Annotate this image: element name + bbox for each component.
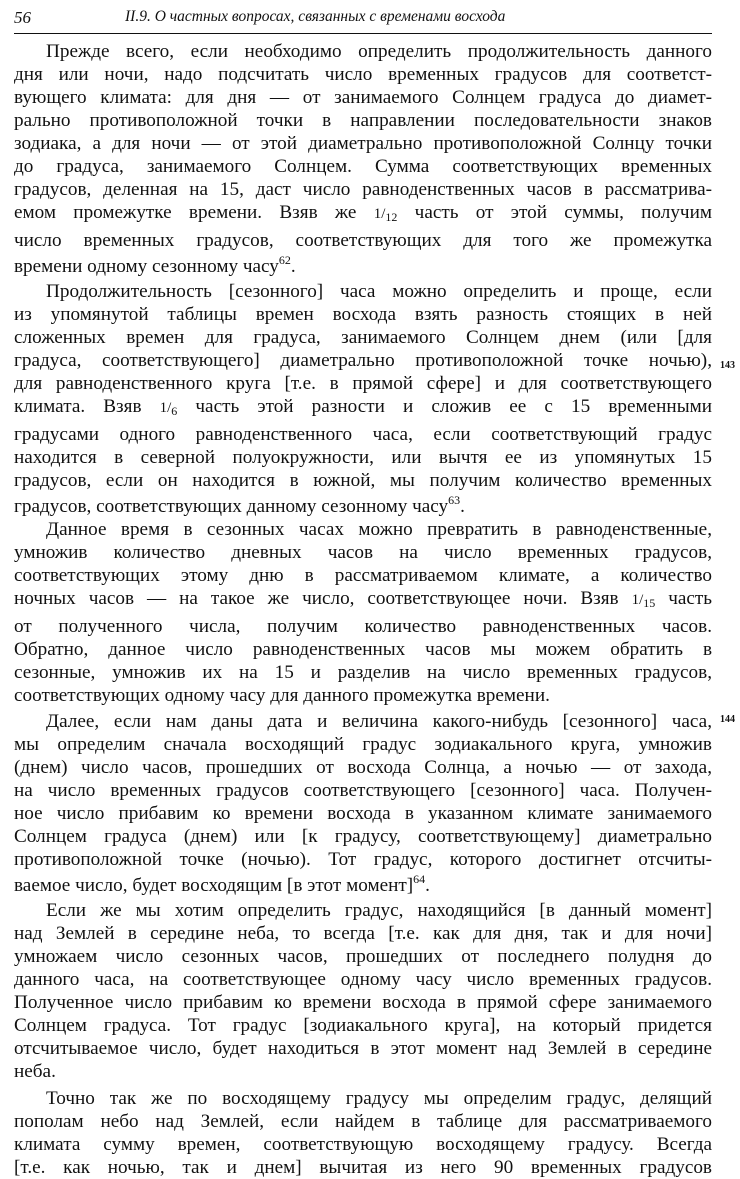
text-line: на число временных градусов соответствующего [сезонного] часа. Получен- bbox=[14, 780, 712, 801]
text-line bbox=[14, 255, 712, 278]
text-line: умножив количество дневных часов на число временных градусов, bbox=[14, 542, 712, 563]
paragraph-2 bbox=[14, 280, 712, 518]
text-line: Если же мы хотим определить градус, находящийся [в данный момент] bbox=[46, 900, 712, 921]
text-line-with-fraction bbox=[14, 587, 712, 615]
paragraph-3 bbox=[14, 518, 712, 707]
text-line: вующего климата: для дня — от занимаемого Солнцем градуса до диамет- bbox=[14, 87, 712, 108]
paragraph-5 bbox=[14, 899, 712, 1083]
fraction: $1/_{12}$ bbox=[373, 206, 398, 224]
text-line: Точно так же по восходящему градусу мы определим градус, делящий bbox=[46, 1088, 712, 1109]
text-line: мы определим сначала восходящий градус зодиакального круга, умножив bbox=[14, 734, 712, 755]
text-segment: градусов, соответствующих данному сезонному часу bbox=[14, 496, 449, 517]
text-line: градуса, соответствующего] диаметрально противоположной точке ночью), bbox=[14, 350, 712, 371]
text-line: Солнцем градуса. Тот градус [зодиакального круга], на который придется bbox=[14, 1015, 712, 1036]
text-line: соответствующих одному часу для данного промежутка времени. bbox=[14, 685, 550, 706]
fraction-numerator: 1 bbox=[631, 592, 640, 608]
text-line: градусов, если он находится в южной, мы получим количество временных bbox=[14, 470, 712, 491]
section-title: II.9. О частных вопросах, связанных с временами восхода bbox=[125, 8, 506, 25]
footnote-ref[interactable]: 63 bbox=[448, 493, 461, 507]
text-segment: часть bbox=[668, 588, 713, 609]
text-line: из упомянутой таблицы времен восхода взять разность стоящих в ней bbox=[14, 304, 712, 325]
text-line-with-fraction bbox=[14, 395, 712, 423]
text-line: ное число прибавим ко времени восхода в указанном климате занимаемого bbox=[14, 803, 712, 824]
text-line: неба. bbox=[14, 1061, 56, 1082]
text-line: дня или ночи, надо подсчитать число временных градусов для соответст- bbox=[14, 64, 712, 85]
text-line: Солнцем градуса (днем) или [к градусу, соответствующему] диаметрально bbox=[14, 826, 712, 847]
text-line: зодиака, а для ночи — от этой диаметрально противоположной Солнцу точки bbox=[14, 133, 712, 154]
text-line: умножаем число сезонных часов, прошедших от последнего полудня до bbox=[14, 946, 712, 967]
punctuation: . bbox=[460, 496, 465, 517]
text-line-with-fraction bbox=[14, 201, 712, 229]
text-segment: ночных часов — на такое же число, соответствующее ночи. Взяв bbox=[14, 588, 619, 609]
footnote-ref[interactable]: 64 bbox=[413, 872, 426, 886]
paragraph-4 bbox=[14, 710, 712, 897]
text-line: соответствующих этому дню в рассматриваемом климате, а количество bbox=[14, 565, 712, 586]
body-text bbox=[14, 40, 712, 1179]
fraction: $1/_{15}$ bbox=[631, 592, 656, 610]
margin-reference-143: 143 bbox=[720, 360, 735, 371]
text-line: Продолжительность [сезонного] часа можно определить и проще, если bbox=[46, 281, 712, 302]
text-line: до градуса, занимаемого Солнцем. Сумма соответствующих временных bbox=[14, 156, 712, 177]
text-segment: часть от этой суммы, получим bbox=[414, 202, 712, 223]
text-line: Данное время в сезонных часах можно превратить в равноденственные, bbox=[46, 519, 712, 540]
fraction-denominator: 6 bbox=[171, 404, 178, 418]
text-line: для равноденственного круга [т.е. в прямой сфере] и для соответствующего bbox=[14, 373, 712, 394]
text-line: градусами одного равноденственного часа, если соответствующий градус bbox=[14, 424, 712, 445]
text-line: противоположной точке (ночью). Тот градус, которого достигнет отсчиты- bbox=[14, 849, 712, 870]
text-segment: ваемое число, будет восходящим [в этот момент] bbox=[14, 875, 414, 896]
fraction-denominator: 12 bbox=[385, 210, 398, 224]
text-line: пополам небо над Землей, если найдем в таблице для рассматриваемого bbox=[14, 1111, 712, 1132]
text-segment: климата. Взяв bbox=[14, 396, 142, 417]
text-line: градусов, деленная на 15, даст число равноденственных часов в рассматрива- bbox=[14, 179, 712, 200]
paragraph-1 bbox=[14, 40, 712, 278]
fraction-numerator: 1 bbox=[159, 400, 168, 416]
text-line: сложенных времен для градуса, занимаемого Солнцем днем (или [для bbox=[14, 327, 712, 348]
fraction-denominator: 15 bbox=[643, 596, 656, 610]
text-line: находится в северной полуокружности, или вычтя ее из упомянутых 15 bbox=[14, 447, 712, 468]
text-line: Полученное число прибавим ко времени восхода в прямой сфере занимаемого bbox=[14, 992, 712, 1013]
text-line: Прежде всего, если необходимо определить продолжительность данного bbox=[46, 41, 712, 62]
punctuation: . bbox=[290, 256, 296, 277]
text-line: Далее, если нам даны дата и величина какого-нибудь [сезонного] часа, bbox=[46, 711, 712, 732]
text-line: отсчитываемое число, будет находиться в этот момент над Землей в середине bbox=[14, 1038, 712, 1059]
footnote-ref[interactable]: 62 bbox=[278, 253, 291, 267]
margin-reference-144: 144 bbox=[720, 714, 735, 725]
text-line: [т.е. как ночью, так и днем] вычитая из него 90 временных градусов bbox=[14, 1157, 712, 1178]
running-head bbox=[10, 6, 710, 30]
text-line: число временных градусов, соответствующих для того же промежутка bbox=[14, 230, 712, 251]
text-line: рально противоположной точки в направлении последовательности знаков bbox=[14, 110, 712, 131]
text-segment: времени одному сезонному часу bbox=[14, 256, 279, 277]
text-line: Обратно, данное число равноденственных часов мы можем обратить в bbox=[14, 639, 712, 660]
text-segment: часть этой разности и сложив ее с 15 временными bbox=[195, 396, 712, 417]
text-line bbox=[14, 874, 712, 897]
text-segment: емом промежутке времени. Взяв же bbox=[14, 202, 357, 223]
text-line: от полученного числа, получим количество равноденственных часов. bbox=[14, 616, 712, 637]
paragraph-6 bbox=[14, 1087, 712, 1179]
header-rule bbox=[14, 33, 712, 34]
text-line bbox=[14, 495, 712, 518]
text-line: климата сумму времен, соответствующую восходящему градусу. Всегда bbox=[14, 1134, 712, 1155]
fraction-numerator: 1 bbox=[373, 206, 382, 222]
fraction: $1/_6$ bbox=[159, 400, 178, 418]
text-line: данного часа, на соответствующее одному часу число временных градусов. bbox=[14, 969, 712, 990]
text-line: сезонные, умножив их на 15 и разделив на число временных градусов, bbox=[14, 662, 712, 683]
text-line: над Землей в середине неба, то всегда [т.е. как для дня, так и для ночи] bbox=[14, 923, 712, 944]
page-number: 56 bbox=[14, 8, 31, 27]
punctuation: . bbox=[425, 875, 430, 896]
text-line: (днем) число часов, прошедших от восхода Солнца, а ночью — от захода, bbox=[14, 757, 712, 778]
